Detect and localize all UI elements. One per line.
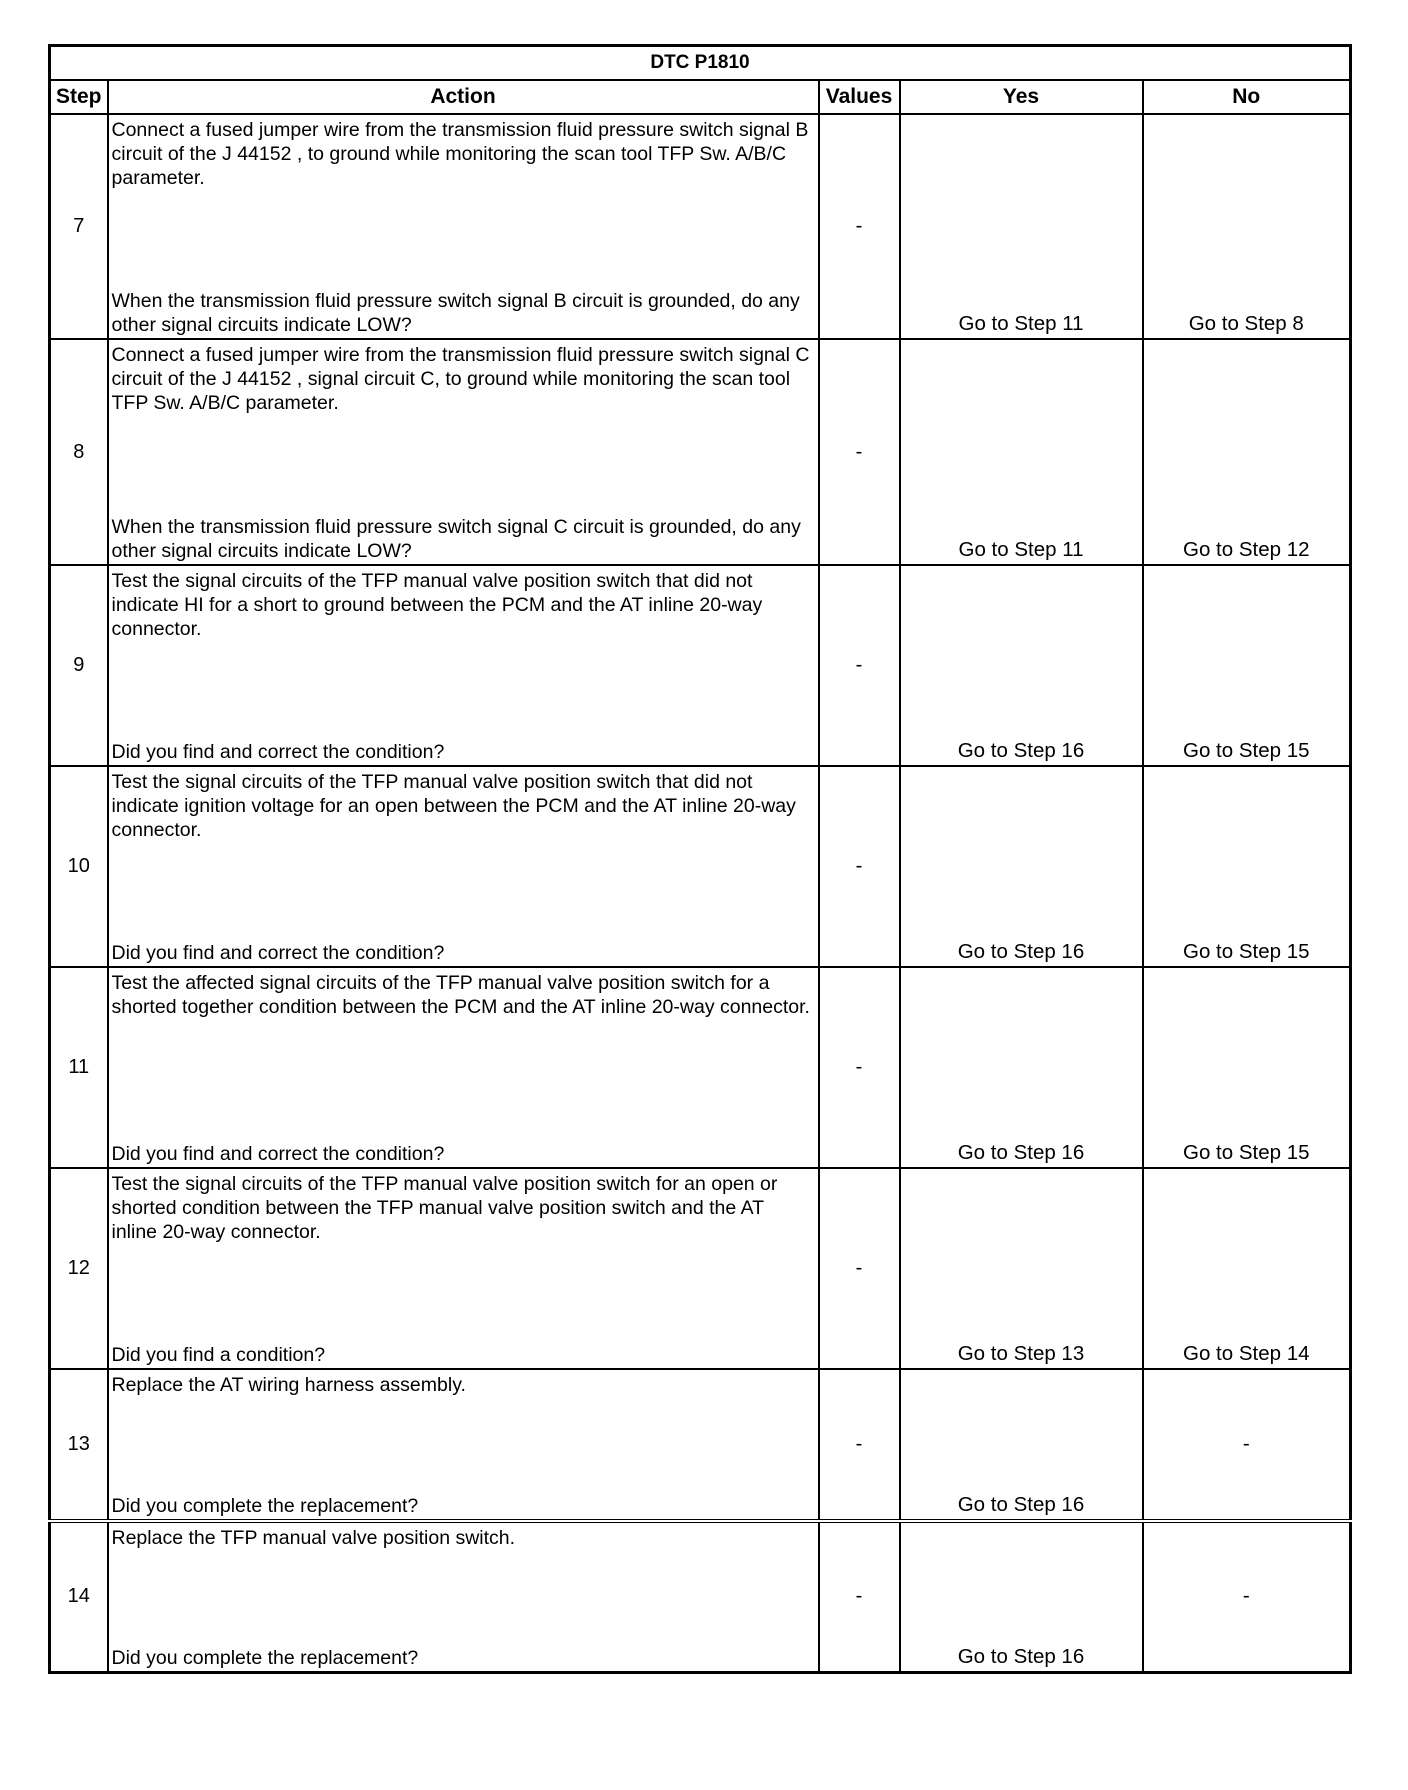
yes-cell: Go to Step 16 [900,565,1143,766]
values-cell: - [819,967,900,1168]
action-text: Test the signal circuits of the TFP manual valve position switch that did not indicate HI for a short to ground between the PCM and the AT inline 20-way connector. [111,570,763,640]
yes-cell: Go to Step 16 [900,967,1143,1168]
values-cell: - [819,339,900,565]
step-number: 12 [50,1168,108,1369]
column-header-step: Step [50,80,108,114]
no-cell: Go to Step 12 [1143,339,1351,565]
action-question: When the transmission fluid pressure switch signal C circuit is grounded, do any other signal circuits indicate LOW? [111,516,801,562]
action-cell [108,1168,819,1369]
values-cell: - [819,565,900,766]
step-number: 7 [50,114,108,339]
action-cell [108,1521,819,1672]
action-cell [108,565,819,766]
table-row [50,339,1351,565]
no-cell: Go to Step 15 [1143,967,1351,1168]
table-row [50,1369,1351,1521]
table-row [50,1168,1351,1369]
values-cell: - [819,1521,900,1672]
table-row [50,766,1351,967]
no-cell: Go to Step 8 [1143,114,1351,339]
action-cell [108,339,819,565]
action-question: Did you find and correct the condition? [111,1143,445,1165]
table-row [50,565,1351,766]
values-cell: - [819,766,900,967]
action-cell [108,967,819,1168]
yes-cell: Go to Step 13 [900,1168,1143,1369]
no-cell: Go to Step 15 [1143,766,1351,967]
values-cell: - [819,114,900,339]
action-text: Connect a fused jumper wire from the transmission fluid pressure switch signal C circuit of the J 44152 , signal circuit C, to ground while monitoring the scan tool TFP Sw. A/B/C parameter. [111,344,810,414]
step-number: 13 [50,1369,108,1521]
action-text: Test the affected signal circuits of the TFP manual valve position switch for a shorted together condition between the PCM and the AT inline 20-way connector. [111,972,810,1018]
no-cell: Go to Step 14 [1143,1168,1351,1369]
action-question: When the transmission fluid pressure switch signal B circuit is grounded, do any other signal circuits indicate LOW? [111,290,800,336]
yes-cell: Go to Step 11 [900,114,1143,339]
action-cell [108,114,819,339]
action-text: Replace the TFP manual valve position switch. [111,1527,516,1549]
column-header-no: No [1143,80,1351,114]
column-header-action: Action [108,80,819,114]
step-number: 10 [50,766,108,967]
action-question: Did you find and correct the condition? [111,942,445,964]
action-cell [108,1369,819,1521]
yes-cell: Go to Step 16 [900,1369,1143,1521]
step-number: 14 [50,1521,108,1672]
table-title: DTC P1810 [50,46,1351,81]
diagnostic-table [48,44,1352,1674]
values-cell: - [819,1369,900,1521]
yes-cell: Go to Step 16 [900,1521,1143,1672]
column-header-values: Values [819,80,900,114]
step-number: 8 [50,339,108,565]
action-text: Connect a fused jumper wire from the transmission fluid pressure switch signal B circuit of the J 44152 , to ground while monitoring the scan tool TFP Sw. A/B/C parameter. [111,119,809,189]
action-text: Test the signal circuits of the TFP manual valve position switch for an open or shorted condition between the TFP manual valve position switch and the AT inline 20-way connector. [111,1173,778,1243]
action-question: Did you find a condition? [111,1344,326,1366]
step-number: 9 [50,565,108,766]
column-header-yes: Yes [900,80,1143,114]
no-cell: - [1143,1369,1351,1521]
action-cell [108,766,819,967]
table-row [50,114,1351,339]
action-text: Replace the AT wiring harness assembly. [111,1374,466,1396]
action-question: Did you complete the replacement? [111,1495,419,1517]
yes-cell: Go to Step 16 [900,766,1143,967]
action-text: Test the signal circuits of the TFP manual valve position switch that did not indicate ignition voltage for an open between the PCM and the AT inline 20-way connector. [111,771,796,841]
values-cell: - [819,1168,900,1369]
action-question: Did you find and correct the condition? [111,741,445,763]
table-row [50,1521,1351,1672]
no-cell: - [1143,1521,1351,1672]
step-number: 11 [50,967,108,1168]
table-row [50,967,1351,1168]
action-question: Did you complete the replacement? [111,1646,419,1669]
no-cell: Go to Step 15 [1143,565,1351,766]
yes-cell: Go to Step 11 [900,339,1143,565]
